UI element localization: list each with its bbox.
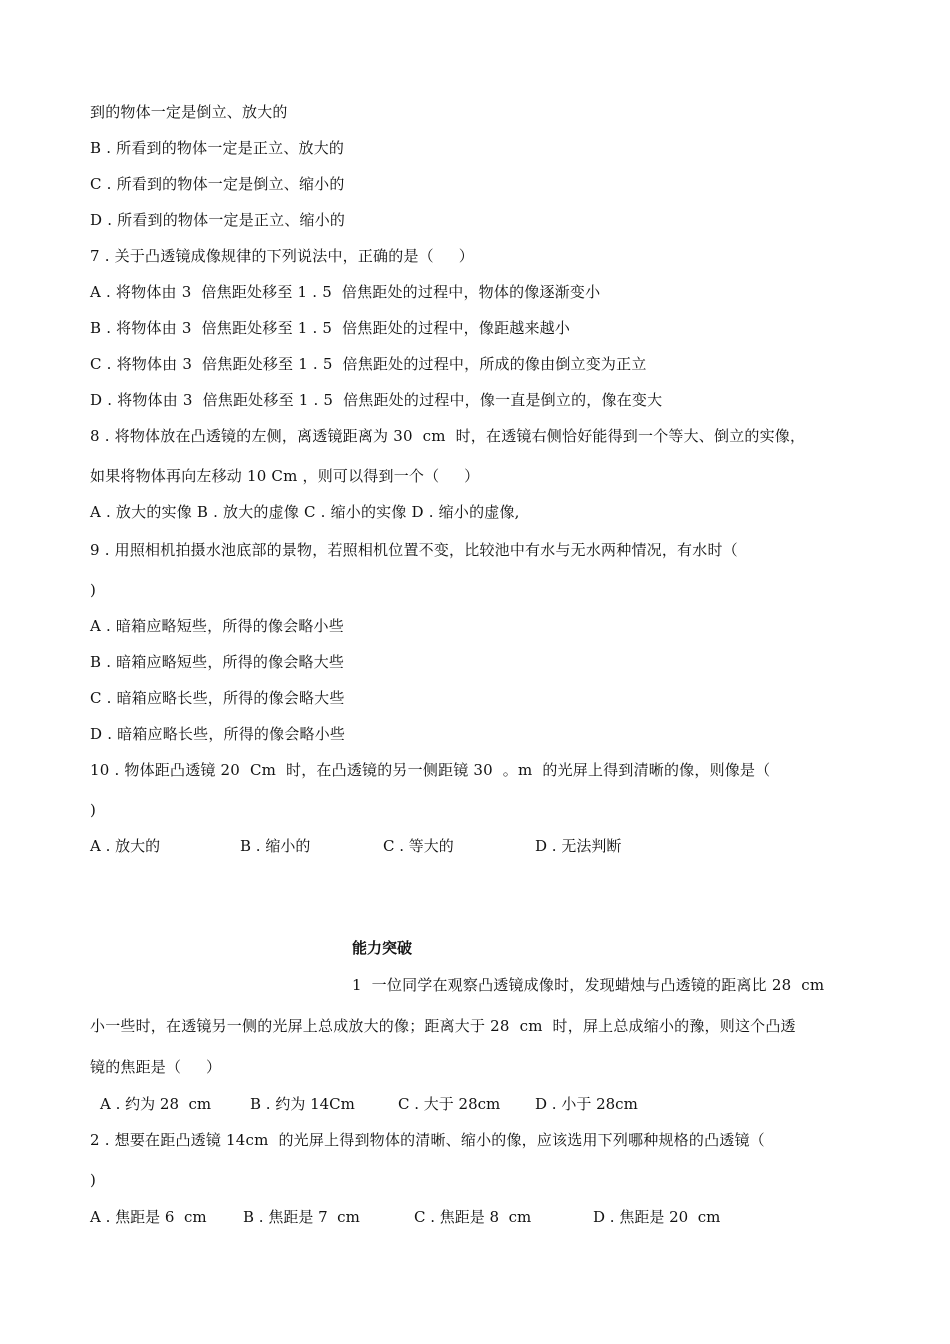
q9-option-a: A . 暗箱应略短些，所得的像会略小些 <box>90 617 344 635</box>
ability-q1-stem-line2: 小一些时，在透镜另一侧的光屏上总成放大的像；距离大于 28 cm 时，屏上总成缩小的豫，则这个凸透 <box>90 1017 796 1035</box>
q10-option-a: A . 放大的 <box>90 837 161 855</box>
q9-stem-close: ) <box>90 581 97 599</box>
q6-option-a-tail: 到的物体一定是倒立、放大的 <box>90 103 288 121</box>
q7-stem: 7 . 关于凸透镜成像规律的下列说法中，正确的是（ ） <box>90 247 474 265</box>
ability-q2-option-a: A . 焦距是 6 cm <box>90 1208 207 1226</box>
q7-option-d: D . 将物体由 3 倍焦距处移至 1 . 5 倍焦距处的过程中，像一直是倒立的，像在变大 <box>90 391 663 409</box>
q7-option-a: A . 将物体由 3 倍焦距处移至 1 . 5 倍焦距处的过程中，物体的像逐渐变小 <box>90 283 601 301</box>
ability-q1-option-c: C . 大于 28cm <box>398 1095 501 1113</box>
q10-stem: 10 . 物体距凸透镜 20 Cm 时，在凸透镜的另一侧距镜 30 。m 的光屏上得到清晰的像，则像是（ <box>90 761 771 779</box>
q7-option-b: B . 将物体由 3 倍焦距处移至 1 . 5 倍焦距处的过程中，像距越来越小 <box>90 319 571 337</box>
q10-option-c: C . 等大的 <box>383 837 454 855</box>
ability-q1-stem-line1: 1 一位同学在观察凸透镜成像时，发现蜡烛与凸透镜的距离比 28 cm <box>352 976 825 994</box>
ability-q2-stem: 2 . 想要在距凸透镜 14cm 的光屏上得到物体的清晰、缩小的像，应该选用下列哪种规格的凸透镜（ <box>90 1131 765 1149</box>
ability-q2-stem-close: ) <box>90 1171 97 1189</box>
q9-option-d: D . 暗箱应略长些，所得的像会略小些 <box>90 725 346 743</box>
q8-options: A . 放大的实像 B . 放大的虚像 C . 缩小的实像 D . 缩小的虚像, <box>90 503 520 521</box>
section-title: 能力突破 <box>352 939 413 957</box>
q6-option-c: C . 所看到的物体一定是倒立、缩小的 <box>90 175 345 193</box>
ability-q1-stem-line3: 镜的焦距是（ ） <box>90 1058 222 1076</box>
q9-option-c: C . 暗箱应略长些，所得的像会略大些 <box>90 689 345 707</box>
ability-q1-option-d: D . 小于 28cm <box>535 1095 638 1113</box>
ability-q2-option-d: D . 焦距是 20 cm <box>593 1208 721 1226</box>
q7-option-c: C . 将物体由 3 倍焦距处移至 1 . 5 倍焦距处的过程中，所成的像由倒立变为正立 <box>90 355 647 373</box>
q8-stem-line2: 如果将物体再向左移动 10 Cm ，则可以得到一个（ ） <box>90 467 480 485</box>
q6-option-b: B . 所看到的物体一定是正立、放大的 <box>90 139 345 157</box>
ability-q2-option-b: B . 焦距是 7 cm <box>243 1208 360 1226</box>
ability-q1-option-a: A . 约为 28 cm <box>100 1095 212 1113</box>
ability-q1-option-b: B . 约为 14Cm <box>250 1095 355 1113</box>
q8-stem-line1: 8 . 将物体放在凸透镜的左侧，离透镜距离为 30 cm 时，在透镜右侧恰好能得到一个等大、倒立的实像， <box>90 427 806 445</box>
ability-q2-option-c: C . 焦距是 8 cm <box>414 1208 532 1226</box>
q10-option-b: B . 缩小的 <box>240 837 311 855</box>
q9-stem: 9 . 用照相机拍摄水池底部的景物，若照相机位置不变，比较池中有水与无水两种情况，有水时（ <box>90 541 738 559</box>
q9-option-b: B . 暗箱应略短些，所得的像会略大些 <box>90 653 345 671</box>
q6-option-d: D . 所看到的物体一定是正立、缩小的 <box>90 211 346 229</box>
q10-stem-close: ) <box>90 801 97 819</box>
q10-option-d: D . 无法判断 <box>535 837 622 855</box>
